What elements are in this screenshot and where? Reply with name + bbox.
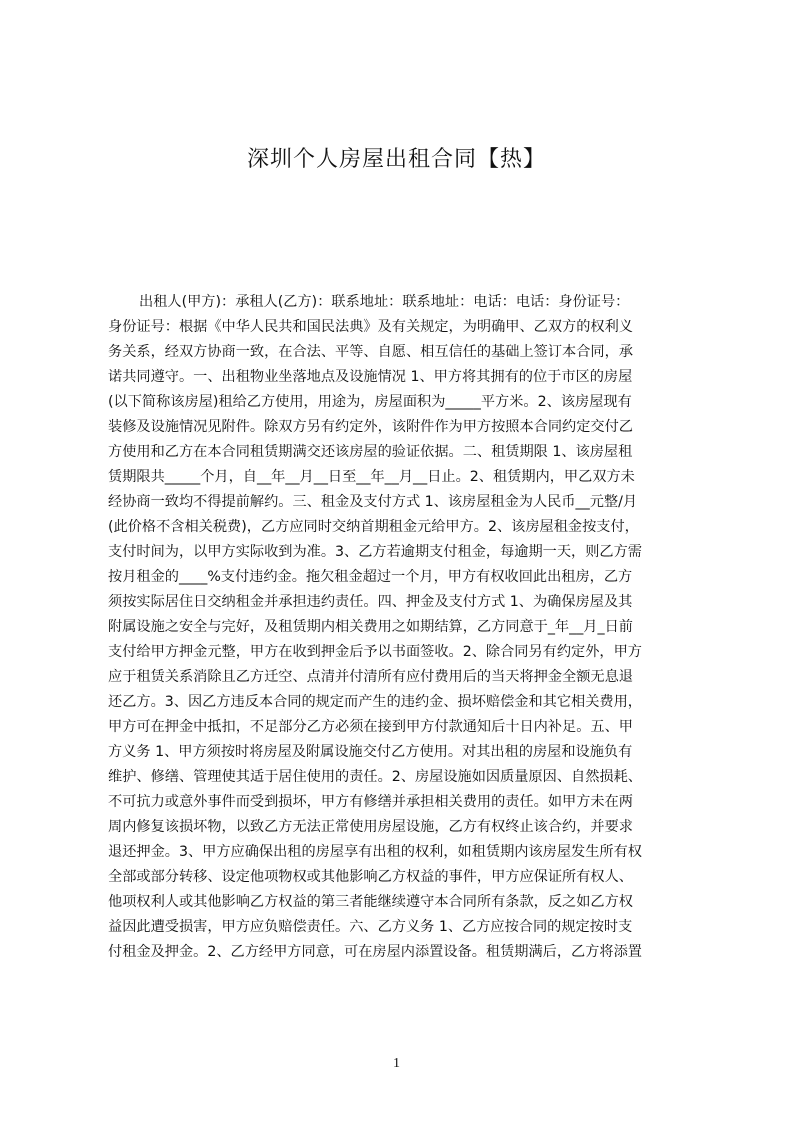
body-line: (此价格不含相关税费)，乙方应同时交纳首期租金元给甲方。2、该房屋租金按支付，: [108, 519, 639, 535]
body-line: 出租人(甲方)：承租人(乙方)：联系地址：联系地址：电话：电话：身份证号：: [139, 294, 630, 310]
document-body: [108, 290, 698, 990]
body-line: 退还押金。3、甲方应确保出租的房屋享有出租的权利，如租赁期内该房屋发生所有权: [108, 844, 642, 860]
body-line: 诺共同遵守。一、出租物业坐落地点及设施情况 1、甲方将其拥有的位于市区的房屋: [108, 369, 633, 385]
body-line: 应于租赁关系消除且乙方迁空、点清并付清所有应付费用后的当天将押金全额无息退: [108, 669, 633, 685]
body-line: 周内修复该损坏物，以致乙方无法正常使用房屋设施，乙方有权终止该合约，并要求: [108, 819, 633, 835]
body-line: 全部或部分转移、设定他项物权或其他影响乙方权益的事件，甲方应保证所有权人、: [108, 869, 633, 885]
body-line: 维护、修缮、管理使其适于居住使用的责任。2、房屋设施如因质量原因、自然损耗、: [108, 769, 642, 785]
body-line: 方使用和乙方在本合同租赁期满交还该房屋的验证依据。二、租赁期限 1、该房屋租: [108, 444, 633, 460]
body-line: 他项权利人或其他影响乙方权益的第三者能继续遵守本合同所有条款，反之如乙方权: [108, 894, 633, 910]
body-line: 方义务 1、甲方须按时将房屋及附属设施交付乙方使用。对其出租的房屋和设施负有: [108, 744, 633, 760]
body-line: 附属设施之安全与完好，及租赁期内相关费用之如期结算，乙方同意于_年__月_日前: [108, 619, 633, 635]
body-line: 不可抗力或意外事件而受到损坏，甲方有修缮并承担相关费用的责任。如甲方未在两: [108, 794, 633, 810]
body-line: (以下简称该房屋)租给乙方使用，用途为，房屋面积为_____平方米。2、该房屋现有: [108, 394, 632, 410]
document-title: 深圳个人房屋出租合同【热】: [246, 147, 546, 172]
body-line: 还乙方。3、因乙方违反本合同的规定而产生的违约金、损坏赔偿金和其它相关费用，: [108, 694, 642, 710]
body-line: 身份证号：根据《中华人民共和国民法典》及有关规定，为明确甲、乙双方的权利义: [108, 319, 633, 335]
body-line: 按月租金的____%支付违约金。拖欠租金超过一个月，甲方有权收回此出租房，乙方: [108, 569, 633, 585]
body-line: 支付时间为，以甲方实际收到为准。3、乙方若逾期支付租金，每逾期一天，则乙方需: [108, 544, 642, 560]
body-line: 支付给甲方押金元整，甲方在收到押金后予以书面签收。2、除合同另有约定外，甲方: [108, 644, 642, 660]
body-line: 甲方可在押金中抵扣，不足部分乙方必须在接到甲方付款通知后十日内补足。五、甲: [108, 719, 633, 735]
body-line: 经协商一致均不得提前解约。三、租金及支付方式 1、该房屋租金为人民币__元整/月: [108, 494, 638, 510]
body-line: 益因此遭受损害，甲方应负赔偿责任。六、乙方义务 1、乙方应按合同的规定按时支: [108, 919, 633, 935]
page-number: 1: [393, 1056, 400, 1071]
body-line: 装修及设施情况见附件。除双方另有约定外，该附件作为甲方按照本合同约定交付乙: [108, 419, 633, 435]
body-line: 付租金及押金。2、乙方经甲方同意，可在房屋内添置设备。租赁期满后，乙方将添置: [108, 944, 642, 960]
body-line: 赁期限共_____个月，自__年__月__日至__年__月__日止。2、租赁期内，甲乙双方未: [108, 469, 635, 485]
body-line: 务关系，经双方协商一致，在合法、平等、自愿、相互信任的基础上签订本合同，承: [108, 344, 633, 360]
body-line: 须按实际居住日交纳租金并承担违约责任。四、押金及支付方式 1、为确保房屋及其: [108, 594, 633, 610]
